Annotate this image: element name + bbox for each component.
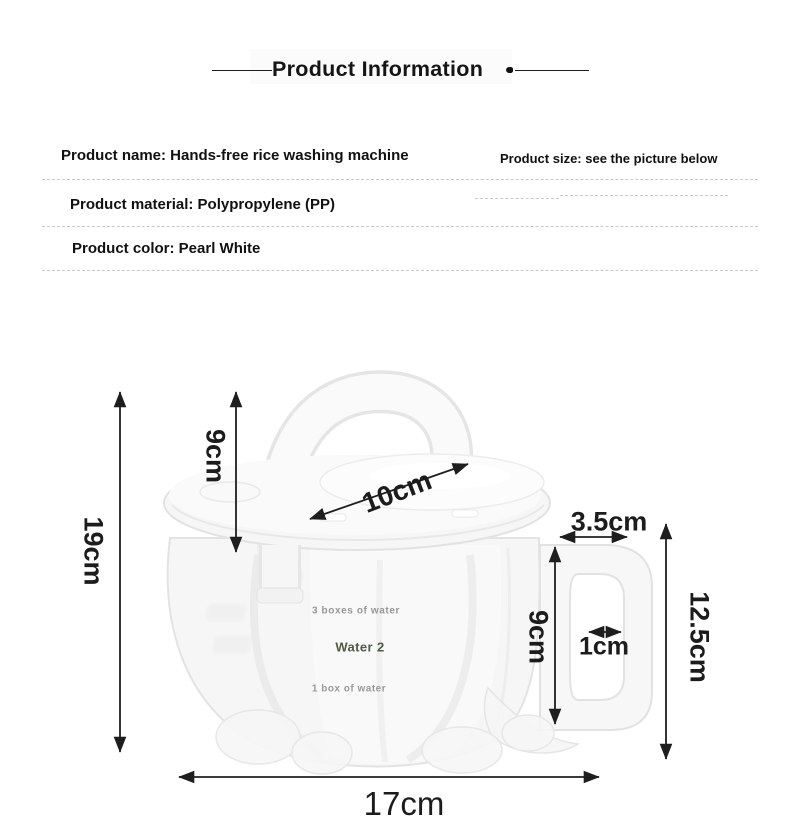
embossed-scale-mark <box>205 604 247 621</box>
bowl-marking-1-box: 1 box of water <box>311 683 387 695</box>
spec-product-name: Product name: Hands-free rice washing machine <box>61 147 409 164</box>
rice-washer-photo <box>164 392 652 774</box>
foot <box>216 710 300 764</box>
foot <box>502 715 554 751</box>
handle-strap-base <box>257 588 303 603</box>
embossed-scale-mark <box>212 636 253 654</box>
lid-vent <box>200 482 260 502</box>
dim-label-bowl-inner-height: 9cm <box>523 609 554 665</box>
dim-label-handle-height: 9cm <box>200 428 231 484</box>
dim-label-total-width: 17cm <box>363 785 445 822</box>
spec-product-material: Product material: Polypropylene (PP) <box>70 196 336 213</box>
bowl-marking-water2: Water 2 <box>335 639 385 655</box>
bowl-marking-3-boxes: 3 boxes of water <box>312 605 400 617</box>
dim-label-lid-diameter: 10cm <box>357 464 436 519</box>
dim-label-handle-thickness: 1cm <box>578 632 630 661</box>
foot <box>422 727 502 773</box>
foot <box>292 732 352 774</box>
dim-label-total-height: 19cm <box>78 516 109 586</box>
spec-product-size: Product size: see the picture below <box>500 151 718 166</box>
dim-label-lid-to-handle-gap: 3.5cm <box>570 506 648 537</box>
spec-product-color: Product color: Pearl White <box>72 240 261 257</box>
page-title: Product Information <box>272 57 484 81</box>
dim-label-body-height: 12.5cm <box>684 591 715 683</box>
lid-latch-slot <box>452 510 478 517</box>
